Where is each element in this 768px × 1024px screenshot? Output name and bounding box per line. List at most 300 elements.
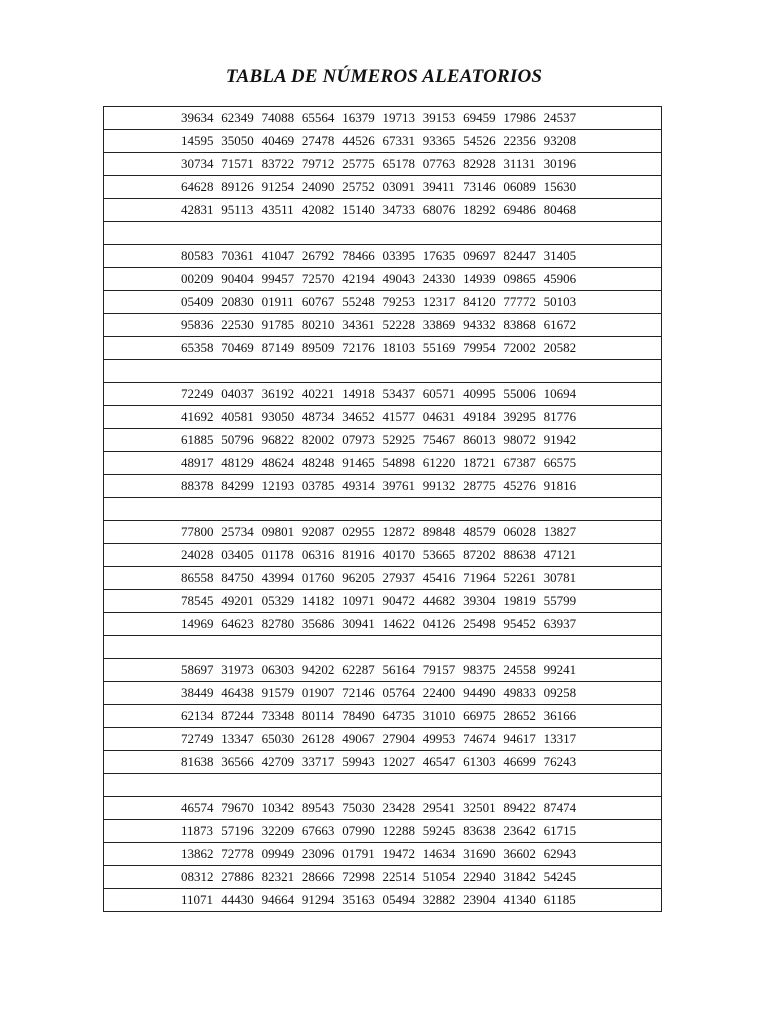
number-cell: 87202 [463,547,496,562]
number-cell: 48129 [221,455,254,470]
number-cell: 99457 [261,271,295,286]
number-cell: 18103 [382,340,415,355]
number-cell: 79670 [221,800,254,815]
number-cell: 07990 [342,823,375,838]
number-cell: 80210 [301,317,335,332]
number-cell: 41340 [503,892,536,907]
number-cell: 82928 [463,156,496,171]
separator-row [104,360,661,383]
number-cell: 31973 [221,662,254,677]
number-cell: 22400 [422,685,456,700]
number-cell: 36602 [503,846,536,861]
table-row [104,567,661,590]
number-cell: 04631 [422,409,456,424]
number-cell: 09697 [463,248,496,263]
table-row [104,130,661,153]
number-cell: 54898 [382,455,415,470]
table-row [104,337,661,360]
number-cell: 62943 [543,846,577,861]
number-cell: 40581 [221,409,254,424]
number-cell: 52228 [382,317,415,332]
number-cell: 42831 [181,202,214,217]
number-cell: 73146 [463,179,496,194]
number-cell: 17986 [503,110,536,125]
number-cell: 14622 [382,616,415,631]
number-cell: 77800 [181,524,214,539]
number-cell: 91785 [261,317,295,332]
table-row [104,728,661,751]
table-row [104,406,661,429]
number-cell: 89509 [301,340,335,355]
number-cell: 89126 [221,179,254,194]
number-cell: 64628 [181,179,214,194]
table-row [104,429,661,452]
separator-row [104,774,661,797]
number-cell: 19472 [382,846,415,861]
number-cell: 50103 [543,294,577,309]
number-cell: 78490 [342,708,375,723]
number-cell: 13317 [543,731,577,746]
number-cell: 01178 [261,547,294,562]
number-cell: 82002 [301,432,335,447]
table-row [104,268,661,291]
number-cell: 26792 [301,248,335,263]
number-cell: 09865 [503,271,536,286]
number-cell: 14182 [301,593,335,608]
number-cell: 91254 [261,179,295,194]
number-cell: 35686 [301,616,335,631]
number-cell: 61672 [543,317,577,332]
number-cell: 79253 [382,294,415,309]
number-cell: 90472 [382,593,415,608]
number-cell: 07973 [342,432,375,447]
number-cell: 10342 [261,800,295,815]
number-cell: 98375 [463,662,496,677]
number-cell: 36192 [261,386,295,401]
number-cell: 22356 [503,133,536,148]
number-cell: 27904 [382,731,415,746]
number-cell: 02955 [342,524,375,539]
number-cell: 51054 [422,869,456,884]
number-cell: 72002 [503,340,536,355]
number-cell: 75030 [342,800,375,815]
number-cell: 88378 [181,478,214,493]
number-cell: 27886 [221,869,254,884]
number-cell: 11071 [181,892,214,907]
number-cell: 49201 [221,593,254,608]
number-cell: 83638 [463,823,496,838]
number-cell: 86013 [463,432,496,447]
number-cell: 43994 [261,570,295,585]
table-row [104,452,661,475]
number-cell: 87149 [261,340,295,355]
table-row [104,843,661,866]
number-cell: 13347 [221,731,254,746]
number-cell: 65564 [301,110,335,125]
number-cell: 31405 [543,248,577,263]
number-cell: 61715 [543,823,577,838]
number-cell: 87244 [221,708,254,723]
number-cell: 60571 [422,386,456,401]
number-cell: 14969 [181,616,214,631]
number-cell: 61220 [422,455,456,470]
number-cell: 77772 [503,294,536,309]
number-cell: 20582 [543,340,577,355]
number-cell: 52261 [503,570,536,585]
number-cell: 01907 [301,685,335,700]
number-cell: 79157 [422,662,456,677]
number-cell: 48248 [301,455,335,470]
number-cell: 06089 [503,179,536,194]
number-cell: 08312 [181,869,214,884]
number-cell: 56164 [382,662,415,677]
table-row [104,176,661,199]
number-cell: 05409 [181,294,214,309]
number-cell: 42194 [342,271,375,286]
number-cell: 80114 [301,708,334,723]
number-cell: 86558 [181,570,214,585]
number-cell: 40469 [261,133,295,148]
number-cell: 25752 [342,179,375,194]
number-cell: 06028 [503,524,536,539]
number-cell: 22514 [382,869,415,884]
number-cell: 23096 [301,846,335,861]
number-cell: 44526 [342,133,375,148]
number-cell: 67331 [382,133,415,148]
number-cell: 03395 [382,248,415,263]
table-row [104,521,661,544]
number-cell: 03785 [301,478,335,493]
number-cell: 81916 [342,547,375,562]
number-cell: 49043 [382,271,415,286]
number-cell: 72749 [181,731,214,746]
table-row [104,682,661,705]
number-cell: 68076 [422,202,456,217]
number-cell: 94332 [463,317,496,332]
number-cell: 93208 [543,133,577,148]
number-cell: 40221 [301,386,335,401]
random-numbers-table [103,106,662,912]
table-row [104,153,661,176]
number-cell: 52925 [382,432,415,447]
number-cell: 36566 [221,754,254,769]
number-cell: 09801 [261,524,295,539]
number-cell: 61885 [181,432,214,447]
number-cell: 75467 [422,432,456,447]
number-cell: 42709 [261,754,295,769]
number-cell: 13862 [181,846,214,861]
number-cell: 32209 [261,823,295,838]
number-cell: 19819 [503,593,536,608]
number-cell: 89422 [503,800,536,815]
number-cell: 95452 [503,616,536,631]
number-cell: 83868 [503,317,536,332]
number-cell: 93365 [422,133,456,148]
number-cell: 12872 [382,524,415,539]
number-cell: 72176 [342,340,375,355]
number-cell: 67387 [503,455,536,470]
number-cell: 24028 [181,547,214,562]
number-cell: 39634 [181,110,214,125]
number-cell: 61303 [463,754,496,769]
number-cell: 13827 [543,524,577,539]
number-cell: 19713 [382,110,415,125]
number-cell: 62287 [342,662,375,677]
number-cell: 07763 [422,156,456,171]
number-cell: 93050 [261,409,295,424]
number-cell: 38449 [181,685,214,700]
number-cell: 53665 [422,547,456,562]
number-cell: 32882 [422,892,456,907]
number-cell: 74674 [463,731,496,746]
number-cell: 54245 [543,869,577,884]
number-cell: 69459 [463,110,496,125]
number-cell: 55006 [503,386,536,401]
number-cell: 72146 [342,685,375,700]
number-cell: 09949 [261,846,295,861]
number-cell: 35050 [221,133,254,148]
number-cell: 18721 [463,455,496,470]
number-cell: 72998 [342,869,375,884]
number-cell: 41047 [261,248,295,263]
number-cell: 44430 [221,892,254,907]
table-row [104,199,661,222]
number-cell: 65030 [261,731,295,746]
number-cell: 48917 [181,455,214,470]
number-cell: 40995 [463,386,496,401]
number-cell: 26128 [301,731,335,746]
number-cell: 05494 [382,892,415,907]
number-cell: 99132 [422,478,456,493]
number-cell: 95836 [181,317,214,332]
number-cell: 94617 [503,731,536,746]
number-cell: 39761 [382,478,415,493]
number-cell: 01911 [261,294,294,309]
number-cell: 82447 [503,248,536,263]
number-cell: 33717 [301,754,335,769]
number-cell: 20830 [221,294,254,309]
number-cell: 84750 [221,570,254,585]
number-cell: 70469 [221,340,254,355]
table-row [104,245,661,268]
table-row [104,659,661,682]
number-cell: 04126 [422,616,456,631]
number-cell: 58697 [181,662,214,677]
number-cell: 79712 [301,156,335,171]
number-cell: 48579 [463,524,496,539]
number-cell: 82780 [261,616,295,631]
number-cell: 31010 [422,708,456,723]
number-cell: 05764 [382,685,415,700]
number-cell: 06303 [261,662,295,677]
number-cell: 33869 [422,317,456,332]
number-cell: 73348 [261,708,295,723]
number-cell: 61185 [543,892,576,907]
number-cell: 49833 [503,685,536,700]
number-cell: 23428 [382,800,415,815]
number-cell: 59245 [422,823,456,838]
number-cell: 91942 [543,432,577,447]
table-row [104,383,661,406]
number-cell: 12317 [422,294,456,309]
number-cell: 91816 [543,478,577,493]
number-cell: 16379 [342,110,375,125]
table-row [104,751,661,774]
number-cell: 99241 [543,662,577,677]
number-cell: 05329 [261,593,295,608]
number-cell: 64623 [221,616,254,631]
number-cell: 03405 [221,547,254,562]
number-cell: 46574 [181,800,214,815]
number-cell: 49314 [342,478,375,493]
number-cell: 82321 [261,869,295,884]
number-cell: 47121 [543,547,577,562]
number-cell: 28652 [503,708,536,723]
number-cell: 67663 [301,823,335,838]
number-cell: 64735 [382,708,415,723]
number-cell: 66975 [463,708,496,723]
number-cell: 36166 [543,708,577,723]
number-cell: 95113 [221,202,254,217]
table-row [104,866,661,889]
number-cell: 06316 [301,547,335,562]
number-cell: 81638 [181,754,214,769]
number-cell: 69486 [503,202,536,217]
number-cell: 83722 [261,156,295,171]
number-cell: 15140 [342,202,375,217]
number-cell: 31131 [503,156,536,171]
number-cell: 62134 [181,708,214,723]
number-cell: 14918 [342,386,375,401]
table-row [104,475,661,498]
number-cell: 12027 [382,754,415,769]
number-cell: 78545 [181,593,214,608]
separator-row [104,498,661,521]
number-cell: 84299 [221,478,254,493]
separator-row [104,636,661,659]
number-cell: 25775 [342,156,375,171]
number-cell: 74088 [261,110,295,125]
number-cell: 25734 [221,524,254,539]
number-cell: 44682 [422,593,456,608]
number-cell: 94664 [261,892,295,907]
number-cell: 11873 [181,823,214,838]
number-cell: 92087 [301,524,335,539]
number-cell: 34361 [342,317,375,332]
number-cell: 96205 [342,570,375,585]
number-cell: 39304 [463,593,496,608]
table-row [104,797,661,820]
table-row [104,314,661,337]
number-cell: 48734 [301,409,335,424]
table-row [104,820,661,843]
number-cell: 30941 [342,616,375,631]
number-cell: 22940 [463,869,496,884]
table-row [104,291,661,314]
number-cell: 30734 [181,156,214,171]
number-cell: 65178 [382,156,415,171]
number-cell: 70361 [221,248,254,263]
number-cell: 65358 [181,340,214,355]
number-cell: 55799 [543,593,577,608]
number-cell: 63937 [543,616,577,631]
number-cell: 91465 [342,455,375,470]
number-cell: 46547 [422,754,456,769]
number-cell: 49184 [463,409,496,424]
number-cell: 49953 [422,731,456,746]
number-cell: 71571 [221,156,254,171]
number-cell: 10694 [543,386,577,401]
table-row [104,544,661,567]
number-cell: 12288 [382,823,415,838]
number-cell: 45906 [543,271,577,286]
number-cell: 94202 [301,662,335,677]
number-cell: 27478 [301,133,335,148]
number-cell: 94490 [463,685,496,700]
number-cell: 91294 [301,892,335,907]
number-cell: 79954 [463,340,496,355]
number-cell: 00209 [181,271,214,286]
number-cell: 31690 [463,846,496,861]
page-title: TABLA DE NÚMEROS ALEATORIOS [225,66,543,87]
number-cell: 53437 [382,386,415,401]
number-cell: 46438 [221,685,254,700]
number-cell: 91579 [261,685,295,700]
number-cell: 14595 [181,133,214,148]
number-cell: 30781 [543,570,577,585]
number-cell: 27937 [382,570,415,585]
number-cell: 04037 [221,386,254,401]
number-cell: 43511 [261,202,294,217]
number-cell: 66575 [543,455,577,470]
number-cell: 31842 [503,869,536,884]
table-row [104,613,661,636]
number-cell: 22530 [221,317,254,332]
number-cell: 59943 [342,754,375,769]
number-cell: 34652 [342,409,375,424]
number-cell: 57196 [221,823,254,838]
number-cell: 88638 [503,547,536,562]
number-cell: 46699 [503,754,536,769]
number-cell: 72249 [181,386,214,401]
number-cell: 72570 [301,271,335,286]
number-cell: 62349 [221,110,254,125]
number-cell: 35163 [342,892,375,907]
number-cell: 49067 [342,731,375,746]
number-cell: 71964 [463,570,496,585]
number-cell: 48624 [261,455,295,470]
number-cell: 76243 [543,754,577,769]
number-cell: 01760 [301,570,335,585]
number-cell: 23904 [463,892,496,907]
number-cell: 23642 [503,823,536,838]
number-cell: 28775 [463,478,496,493]
number-cell: 72778 [221,846,254,861]
number-cell: 45276 [503,478,536,493]
number-cell: 60767 [301,294,335,309]
number-cell: 18292 [463,202,496,217]
number-cell: 14634 [422,846,456,861]
number-cell: 39153 [422,110,456,125]
number-cell: 10971 [342,593,375,608]
number-cell: 29541 [422,800,456,815]
number-cell: 28666 [301,869,335,884]
number-cell: 24537 [543,110,577,125]
number-cell: 55248 [342,294,375,309]
number-cell: 24558 [503,662,536,677]
table-row [104,590,661,613]
table-row [104,889,661,912]
